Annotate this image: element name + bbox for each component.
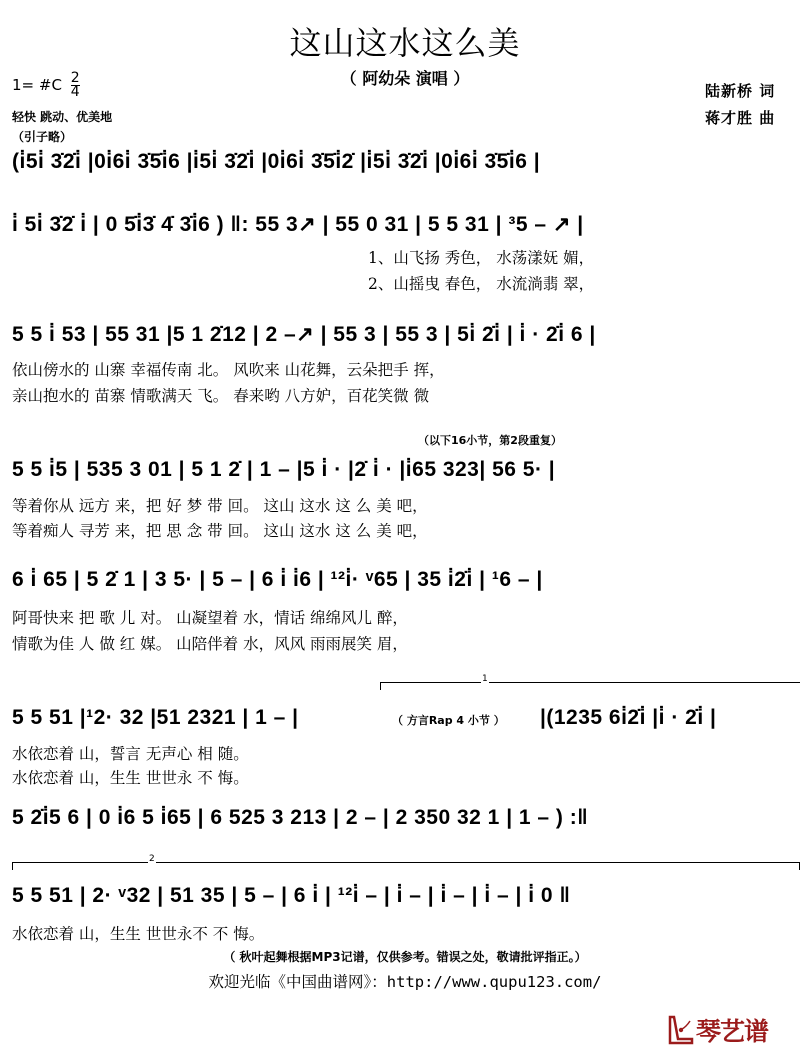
logo-text: 琴艺谱 <box>696 1017 769 1046</box>
lyric-verse2-row-4: 等着痴人 寻芳 来，把 思 念 带 回。 这山 这水 这 么 美 吧， <box>12 522 428 540</box>
lyric-verse1-row-5: 阿哥快来 把 歌 儿 对。 山凝望着 水，情话 绵绵风儿 醉， <box>12 609 408 627</box>
notation-row-4: 5 5 i̇5 | 535 3 01 | 5 1 2̇ | 1 – |5 i̇ · |2̇ i̇ · |i̇65 323| 56 5· | <box>12 458 556 481</box>
notation-row-3: 5 5 i̇ 53 | 55 31 |5 1 2̇12 | 2 –↗ | 55 3 | 55 3 | 5i̇ 2̇i̇ | i̇ · 2̇i̇ 6 | <box>12 323 596 346</box>
notation-row-8: 5 5 51 | 2· ᵛ32 | 51 35 | 5 – | 6 i̇ | ¹²i̇ – | i̇ – | i̇ – | i̇ – | i̇ 0 ‖ <box>12 884 571 907</box>
lyric-verse2-row-3: 亲山抱水的 苗寨 情歌满天 飞。 春来哟 八方妒，百花笑微 微 <box>12 387 430 405</box>
lyric-verse1-row-6: 水依恋着 山，誓言 无声心 相 随。 <box>12 745 249 763</box>
lyric-verse2-row-5: 情歌为佳 人 做 红 媒。 山陪伴着 水，风风 雨雨展笑 眉， <box>12 635 408 653</box>
singer-credit: （ 阿幼朵 演唱 ） <box>340 69 470 88</box>
lyric-verse1-row-3: 依山傍水的 山寨 幸福传南 北。 风吹来 山花舞，云朵把手 挥， <box>12 361 445 379</box>
site-logo <box>668 1012 768 1048</box>
notation-row-1: (i̇5i̇ 3̇2̇i̇ |0i̇6i̇ 3̇5̇i̇6 |i̇5i̇ 3̇2̇i̇ |0i̇6i̇ 3̇5̇i̇2̇ |i̇5i̇ 3̇2̇i̇ |0i̇6i̇ 3̇5̇i̇6 | <box>12 150 541 173</box>
time-signature: $\frac{2}{4}$ <box>70 70 80 100</box>
website-welcome: 欢迎光临《中国曲谱网》：http://www.qupu123.com/ <box>208 973 602 991</box>
repeat-annotation: （以下16小节，第2段重复） <box>418 434 562 447</box>
composer-credit: 蒋才胜 曲 <box>705 109 776 127</box>
notation-row-6: 5 5 51 |¹2· 32 |51 2321 | 1 – | <box>12 706 299 729</box>
key-label: 1= #C <box>12 76 62 94</box>
lyric-verse1-row-8: 水依恋着 山，生生 世世永不 不 悔。 <box>12 925 265 943</box>
song-title: 这山这水这么美 <box>289 24 521 62</box>
volta-bracket-2: 2 <box>12 862 800 870</box>
notation-row-2: i̇ 5i̇ 3̇2̇ i̇ | 0 5̇i̇3̇ 4̇ 3̇i̇6 ) ‖: 55 3↗ | 55 0 31 | 5 5 31 | ³5 – ↗ | <box>12 213 584 236</box>
lyric-verse1-row-2: 1、山飞扬 秀色， 水荡漾妩 媚， <box>368 249 595 267</box>
notation-row-6-tail: |(1235 6i̇2̇i̇ |i̇ · 2̇i̇ | <box>540 706 717 729</box>
lyric-verse2-row-6: 水依恋着 山，生生 世世永 不 悔。 <box>12 769 249 787</box>
transcriber-note: （ 秋叶起舞根据MP3记谱，仅供参考。错误之处，敬请批评指正。） <box>223 950 587 964</box>
lyricist-credit: 陆新桥 词 <box>705 82 776 100</box>
rap-annotation: （ 方言Rap 4 小节 ） <box>392 714 505 727</box>
notation-row-5: 6 i̇ 65 | 5 2̇ 1 | 3 5· | 5 – | 6 i̇ i̇6 | ¹²i̇· ᵛ65 | 35 i̇2̇i̇ | ¹6 – | <box>12 568 543 591</box>
key-signature <box>12 72 80 99</box>
tempo-marking: 轻快 跳动、优美地 <box>12 110 113 124</box>
volta-bracket-1: 1 <box>380 682 800 690</box>
notation-row-7: 5 2̇i̇5 6 | 0 i̇6 5 i̇65 | 6 525 3 213 | 2 – | 2 350 32 1 | 1 – ) :‖ <box>12 806 589 829</box>
lyric-verse2-row-2: 2、山摇曳 春色， 水流淌翡 翠， <box>368 275 595 293</box>
lyric-verse1-row-4: 等着你从 远方 来，把 好 梦 带 回。 这山 这水 这 么 美 吧， <box>12 497 428 515</box>
piano-note-icon <box>668 1015 694 1045</box>
intro-note: （引子略） <box>12 130 73 144</box>
